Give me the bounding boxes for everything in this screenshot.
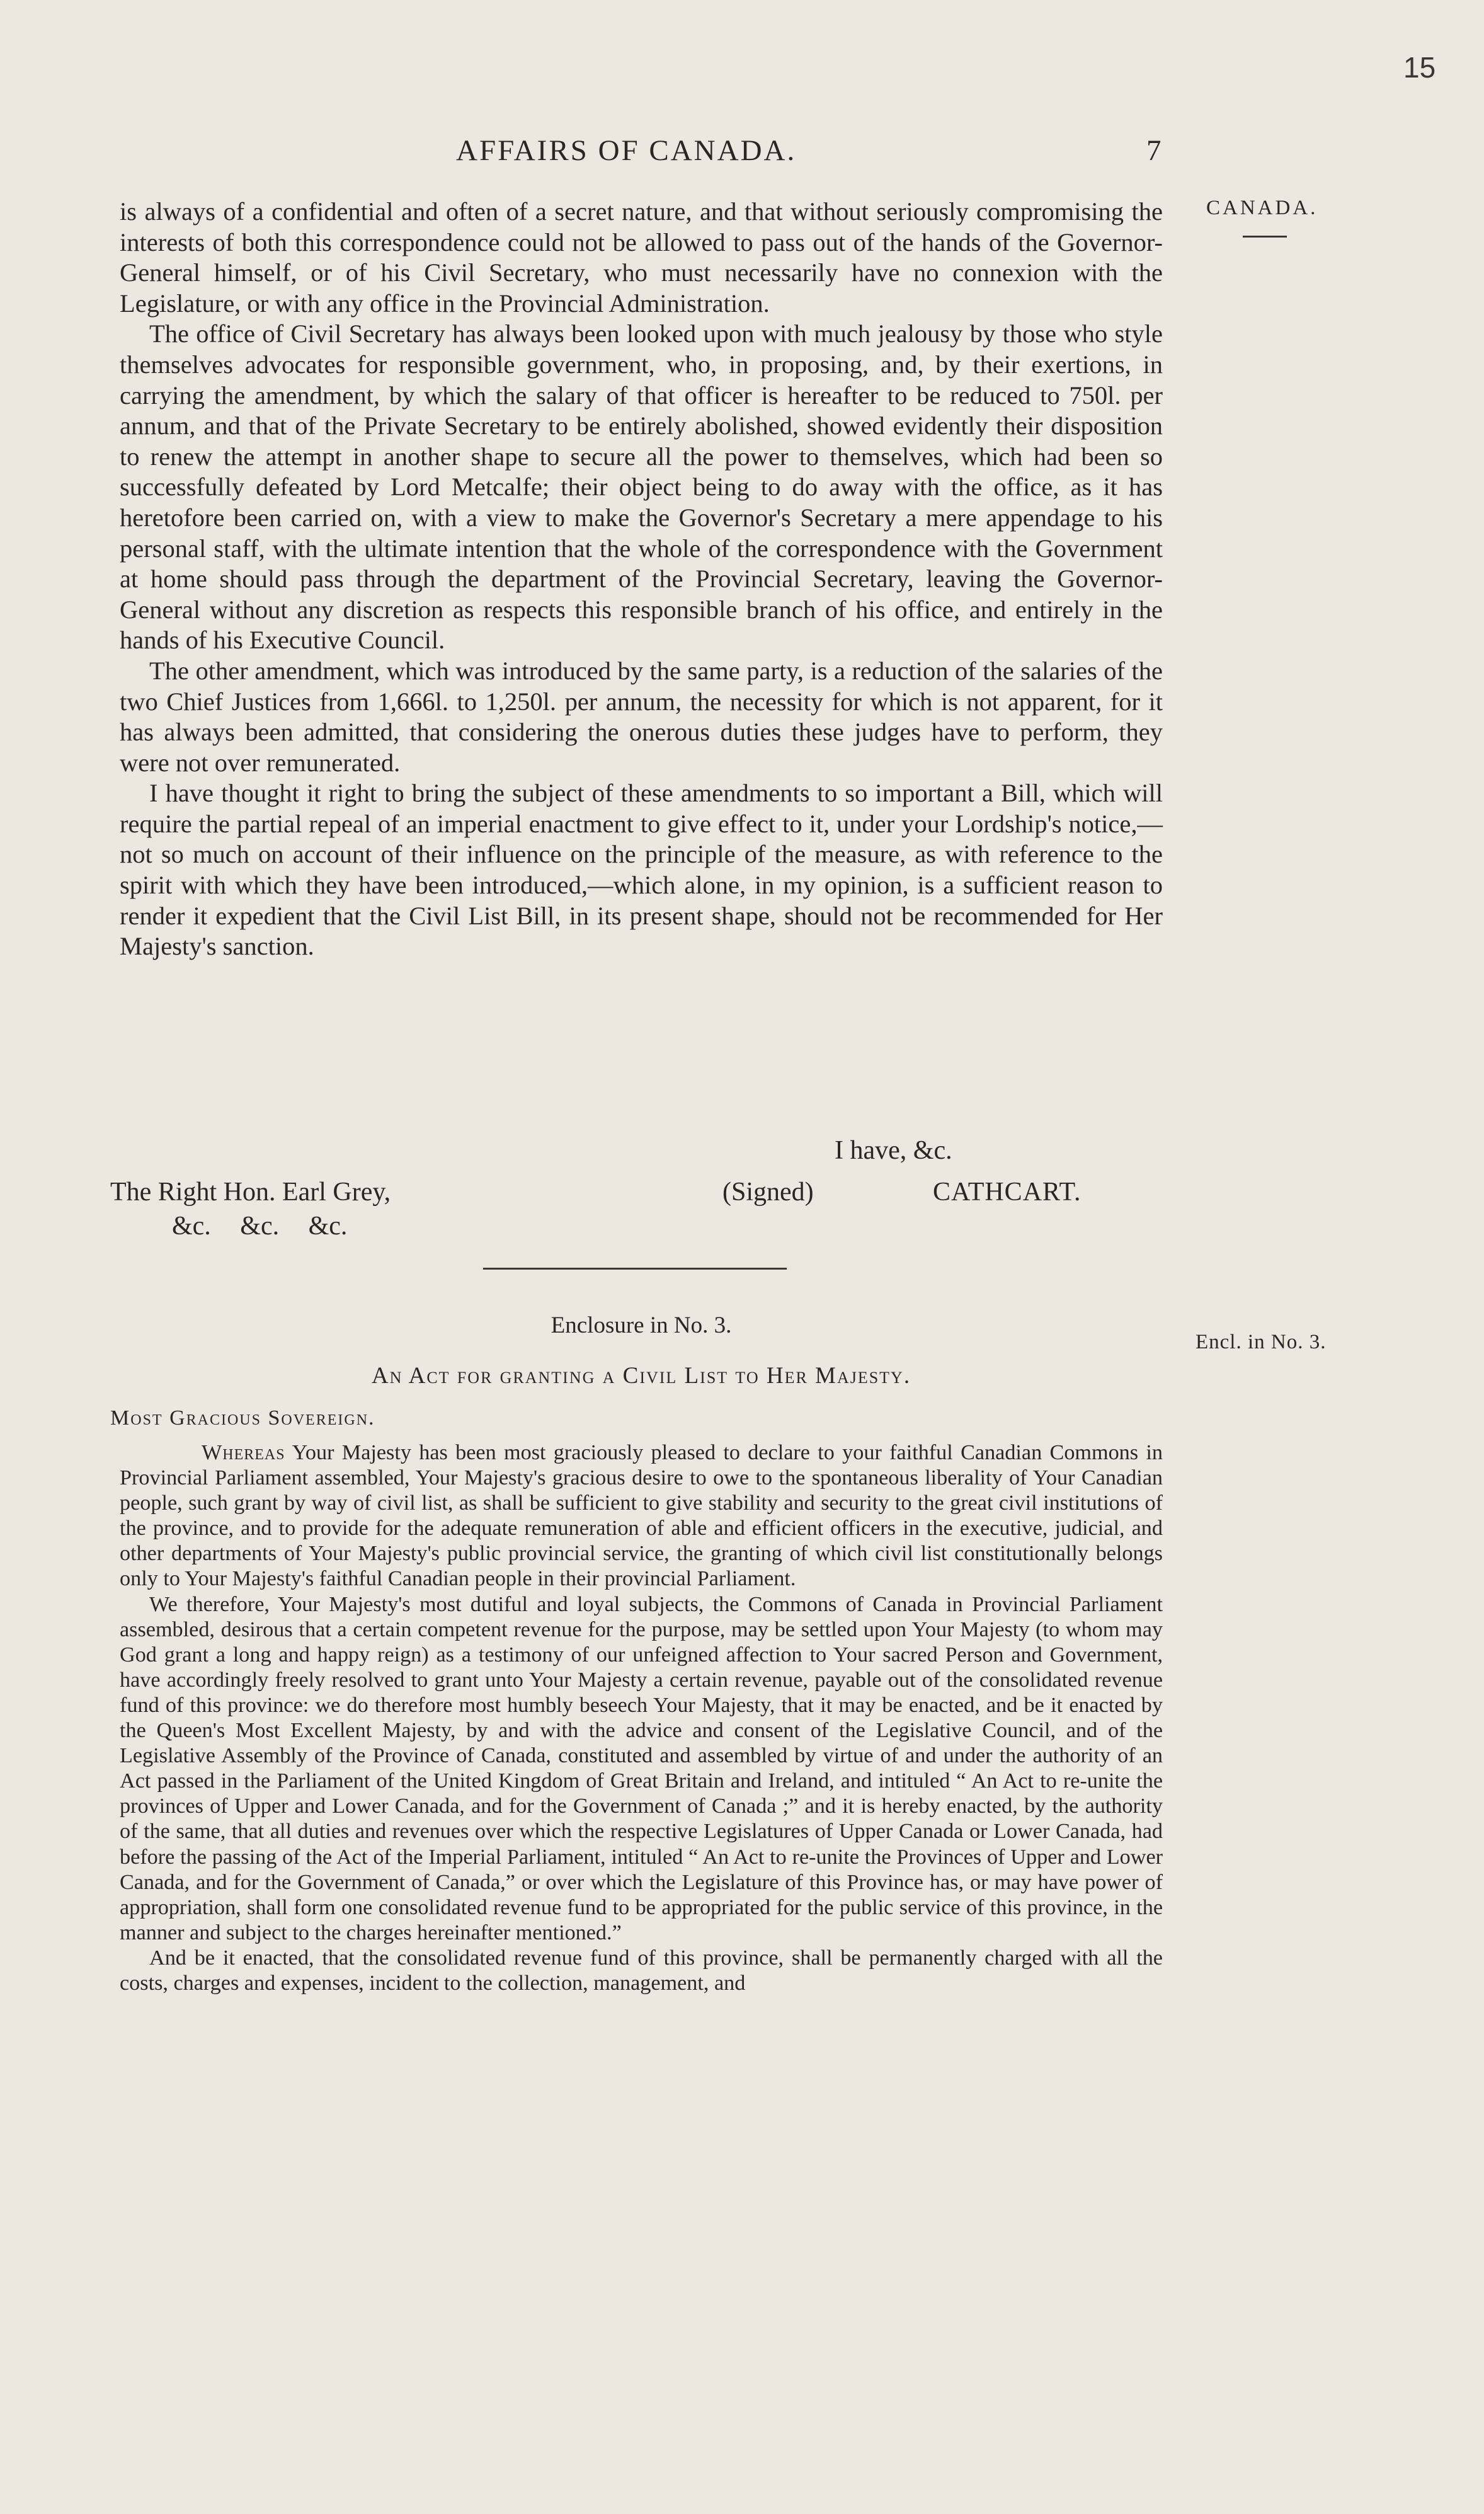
letter-paragraph: I have thought it right to bring the subject of these amendments to so important a Bill, which will require the partial repeal of an imperial enactment to give effect to it, under your Lordship's notice,—not so much on account of their influence on the principle of the measure, as with reference to the spirit with which they have been introduced,—which alone, in my opinion, is a sufficient reason to render it expedient that the Civil List Bill, in its present shape, should not be recommended for Her Majesty's sanction. — [120, 779, 1163, 961]
act-paragraph-text: Your Majesty has been most graciously pleased to declare to your faithful Canadian Commons in Provincial Parliament assembled, Your Majesty's gracious desire to owe to the spontaneous liberality of Your Canadian people, such grant by way of civil list, as shall be sufficient to give stability and security to the great civil institutions of the province, and to provide for the adequate remuneration of able and efficient officers in the executive, judicial, and other departments of Your Majesty's public provincial service, the granting of which civil list constitutionally belongs only to Your Majesty's faithful Canadian people in their provincial Parliament. — [120, 1441, 1163, 1591]
signer-name: CATHCART. — [933, 1178, 1082, 1207]
act-paragraph-lead: Whereas — [202, 1441, 285, 1464]
section-divider — [483, 1268, 787, 1270]
act-paragraph — [120, 1592, 1163, 1946]
letter-body — [120, 197, 1163, 962]
letter-paragraph: is always of a confidential and often of a secret nature, and that without seriously compromising the interests of both this correspondence could not be allowed to pass out of the hands of the Governor-General himself, or of his Civil Secretary, who must necessarily have no connexion with the Legislature, or with any office in the Provincial Administration. — [120, 197, 1163, 318]
page-number: 7 — [1146, 134, 1163, 167]
closing-formula: I have, &c. — [835, 1136, 952, 1165]
salutation: Most Gracious Sovereign. — [110, 1406, 375, 1430]
margin-note-rule — [1243, 236, 1287, 238]
margin-note-canada: CANADA. — [1206, 197, 1318, 219]
signed-label: (Signed) — [722, 1178, 814, 1207]
addressee: The Right Hon. Earl Grey, — [110, 1178, 391, 1207]
folio-number: 15 — [1403, 51, 1436, 84]
running-title: AFFAIRS OF CANADA. — [456, 134, 797, 167]
letter-paragraph: The office of Civil Secretary has always been looked upon with much jealousy by those who style themselves advocates for responsible government, who, in proposing, and, by their exertions, in carrying the amendment, by which the salary of that officer is hereafter to be reduced to 750l. per annum, and that of the Private Secretary to be entirely abolished, showed evidently their disposition to renew the attempt in another shape to secure all the power to themselves, which had been so successfully defeated by Lord Metcalfe; their object being to do away with the office, as it has heretofore been carried on, with a view to make the Governor's Secretary a mere appendage to his personal staff, with the ultimate intention that the whole of the correspondence with the Government at home should pass through the department of the Provincial Secretary, leaving the Governor-General without any discretion as respects this responsible branch of his office, and entirely in the hands of his Executive Council. — [120, 319, 1163, 655]
addressee-etc: &c. &c. &c. — [172, 1212, 348, 1241]
act-paragraph-text: We therefore, Your Majesty's most dutiful and loyal subjects, the Commons of Canada in Provincial Parliament assembled, desirous that a certain competent revenue for the purpose, may be settled upon Your Majesty (to whom may God grant a long and happy reign) as a testimony of our unfeigned affection to Your sacred Person and Government, have accordingly freely resolved to grant unto Your Majesty a certain revenue, payable out of the consolidated revenue fund of this province: we do therefore most humbly beseech Your Majesty, that it may be enacted, and be it enacted by the Queen's Most Excellent Majesty, by and with the advice and consent of the Legislative Council, and of the Legislative Assembly of the Province of Canada, constituted and assembled by virtue of and under the authority of an Act passed in the Parliament of the United Kingdom of Great Britain and Ireland, and intituled “ An Act to re-unite the provinces of Upper and Lower Canada, and for the Government of Canada ;” and it is hereby enacted, by the authority of the same, that all duties and revenues over which the respective Legislatures of Upper Canada or Lower Canada, had before the passing of the Act of the Imperial Parliament, intituled “ An Act to re-unite the Provinces of Upper and Lower Canada, and for the Government of Canada,” or over which the Legislature of this Province has, or may have power of appropriation, shall form one consolidated revenue fund to be appropriated for the public service of this province, in the manner and subject to the charges hereinafter mentioned.” — [120, 1592, 1163, 1944]
act-body — [120, 1440, 1163, 1996]
act-paragraph — [120, 1440, 1163, 1592]
margin-note-enclosure: Encl. in No. 3. — [1196, 1331, 1327, 1353]
enclosure-heading: Enclosure in No. 3. — [551, 1312, 732, 1338]
act-paragraph-text: And be it enacted, that the consolidated revenue fund of this province, shall be permanently charged with all the costs, charges and expenses, incident to the collection, management, and — [120, 1946, 1163, 1995]
letter-paragraph: The other amendment, which was introduced by the same party, is a reduction of the salaries of the two Chief Justices from 1,666l. to 1,250l. per annum, the necessity for which is not apparent, for it has always been admitted, that considering the onerous duties these judges have to perform, they were not over remunerated. — [120, 656, 1163, 777]
act-title: An Act for granting a Civil List to Her Majesty. — [371, 1363, 911, 1389]
act-paragraph — [120, 1946, 1163, 1996]
